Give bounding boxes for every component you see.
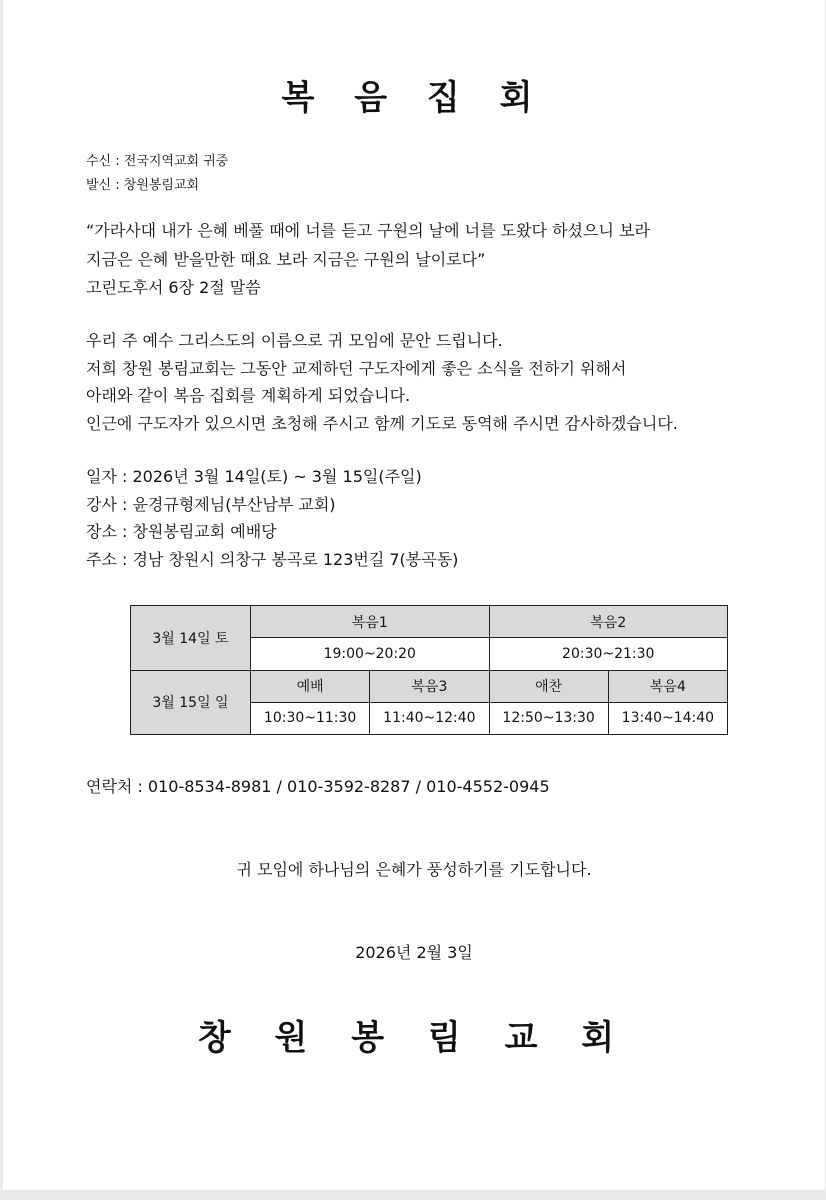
verse-reference: 고린도후서 6장 2절 말씀 bbox=[86, 278, 261, 297]
document-title: 복 음 집 회 bbox=[281, 78, 547, 118]
event-place: 장소 : 창원봉림교회 예배당 bbox=[86, 522, 277, 541]
body-line-3: 아래와 같이 복음 집회를 계획하게 되었습니다. bbox=[86, 386, 411, 405]
session-name: 애찬 bbox=[489, 670, 608, 702]
contact-line: 연락처 : 010-8534-8981 / 010-3592-8287 / 010-4552-0945 bbox=[86, 777, 550, 796]
session-name: 복음2 bbox=[489, 606, 728, 638]
verse-line-2: 지금은 은혜 받을만한 때요 보라 지금은 구원의 날이로다” bbox=[86, 250, 486, 269]
event-address: 주소 : 경남 창원시 의창구 봉곡로 123번길 7(봉곡동) bbox=[86, 550, 459, 569]
session-name: 예배 bbox=[251, 670, 370, 702]
session-time: 11:40~12:40 bbox=[370, 702, 489, 734]
verse-line-1: “가라사대 내가 은혜 베풀 때에 너를 듣고 구원의 날에 너를 도왔다 하셨으니 보라 bbox=[86, 221, 650, 240]
closing-blessing: 귀 모임에 하나님의 은혜가 풍성하기를 기도합니다. bbox=[236, 860, 592, 879]
recipient-line: 수신 : 전국지역교회 귀중 bbox=[86, 154, 229, 169]
session-time: 10:30~11:30 bbox=[251, 702, 370, 734]
session-name: 복음1 bbox=[251, 606, 490, 638]
body-line-4: 인근에 구도자가 있으시면 초청해 주시고 함께 기도로 동역해 주시면 감사하겠습니다. bbox=[86, 414, 678, 433]
day2-label: 3월 15일 일 bbox=[131, 670, 251, 735]
sender-line: 발신 : 창원봉림교회 bbox=[86, 178, 200, 193]
day1-label: 3월 14일 토 bbox=[131, 606, 251, 671]
event-speaker: 강사 : 윤경규형제님(부산남부 교회) bbox=[86, 495, 336, 514]
session-time: 19:00~20:20 bbox=[251, 638, 490, 670]
table-row bbox=[131, 670, 728, 702]
body-line-1: 우리 주 예수 그리스도의 이름으로 귀 모임에 문안 드립니다. bbox=[86, 331, 503, 350]
schedule-table bbox=[130, 605, 728, 735]
session-time: 20:30~21:30 bbox=[489, 638, 728, 670]
signed-date: 2026년 2월 3일 bbox=[355, 943, 473, 962]
table-row bbox=[131, 606, 728, 638]
session-time: 13:40~14:40 bbox=[608, 702, 727, 734]
document-page bbox=[3, 0, 825, 1190]
church-signature: 창 원 봉 림 교 회 bbox=[197, 1018, 631, 1058]
event-date: 일자 : 2026년 3월 14일(토) ~ 3월 15일(주일) bbox=[86, 467, 422, 486]
session-name: 복음4 bbox=[608, 670, 727, 702]
body-line-2: 저희 창원 봉림교회는 그동안 교제하던 구도자에게 좋은 소식을 전하기 위해서 bbox=[86, 359, 627, 378]
session-name: 복음3 bbox=[370, 670, 489, 702]
session-time: 12:50~13:30 bbox=[489, 702, 608, 734]
